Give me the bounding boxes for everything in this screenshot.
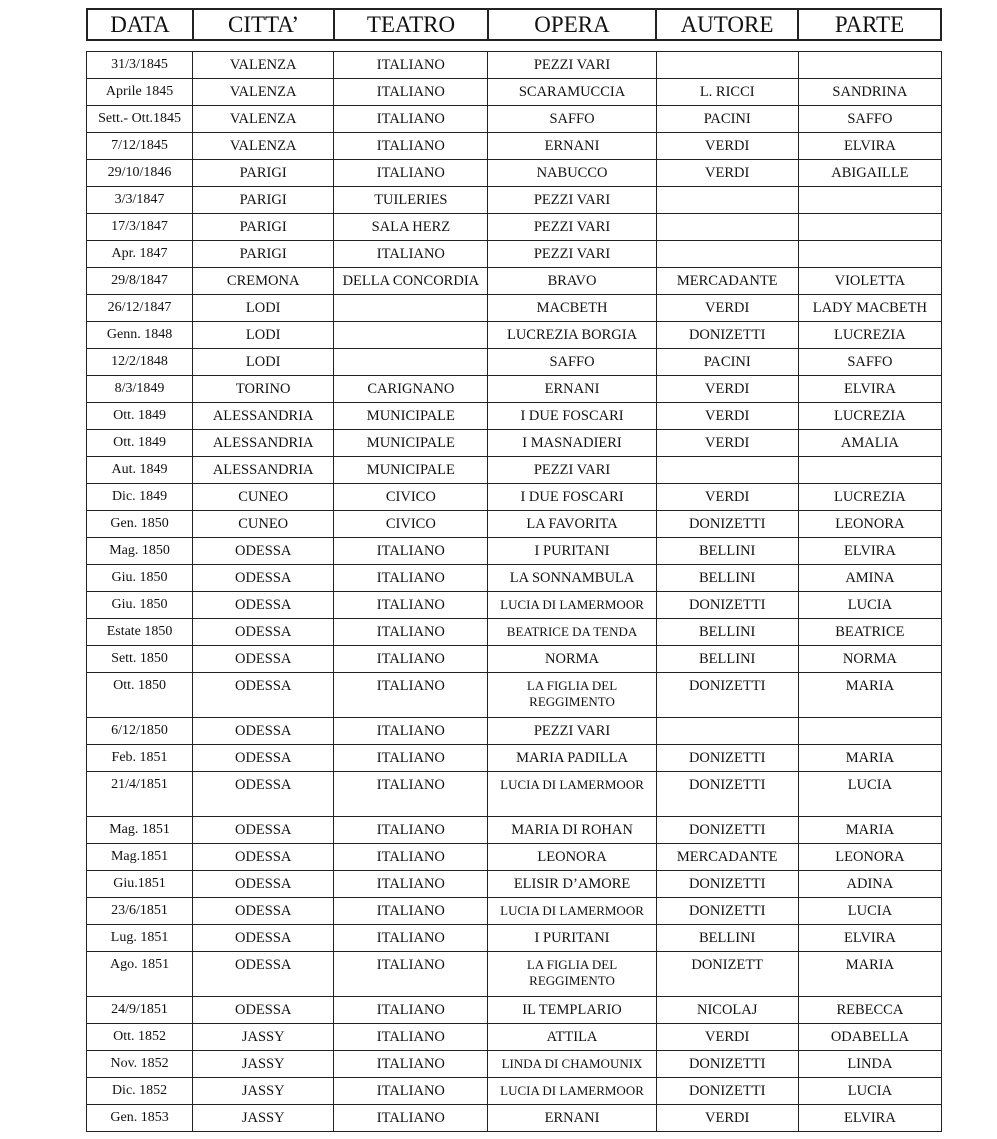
cell-date: Dic. 1849 (87, 484, 193, 511)
cell-theatre: ITALIANO (334, 745, 488, 772)
cell-opera: LA FAVORITA (488, 511, 656, 538)
cell-author: MERCADANTE (656, 844, 798, 871)
cell-city: ODESSA (193, 673, 334, 718)
table-row (87, 538, 942, 565)
cell-city: ODESSA (193, 844, 334, 871)
cell-author: NICOLAJ (656, 997, 798, 1024)
cell-theatre: ITALIANO (334, 925, 488, 952)
cell-theatre: MUNICIPALE (334, 457, 488, 484)
cell-author: MERCADANTE (656, 268, 798, 295)
cell-city: ODESSA (193, 592, 334, 619)
cell-author (656, 718, 798, 745)
cell-city: ALESSANDRIA (193, 403, 334, 430)
table-row (87, 1078, 942, 1105)
cell-date: Ott. 1852 (87, 1024, 193, 1051)
cell-part (798, 718, 941, 745)
cell-opera: LA FIGLIA DEL REGGIMENTO (488, 673, 656, 718)
table-row (87, 673, 942, 718)
cell-author: VERDI (656, 295, 798, 322)
cell-theatre: ITALIANO (334, 844, 488, 871)
cell-part: ELVIRA (798, 538, 941, 565)
table-row (87, 871, 942, 898)
cell-author: VERDI (656, 484, 798, 511)
cell-opera: SCARAMUCCIA (488, 79, 656, 106)
cell-theatre: CARIGNANO (334, 376, 488, 403)
cell-theatre: ITALIANO (334, 1024, 488, 1051)
cell-author: DONIZETTI (656, 898, 798, 925)
cell-date: 17/3/1847 (87, 214, 193, 241)
cell-date: Mag.1851 (87, 844, 193, 871)
performance-table-body (86, 51, 942, 1132)
cell-part: MARIA (798, 817, 941, 844)
cell-city: JASSY (193, 1105, 334, 1132)
cell-opera: LEONORA (488, 844, 656, 871)
cell-opera: MARIA DI ROHAN (488, 817, 656, 844)
cell-date: Gen. 1850 (87, 511, 193, 538)
cell-author: VERDI (656, 430, 798, 457)
table-row (87, 349, 942, 376)
table-row (87, 565, 942, 592)
cell-part: VIOLETTA (798, 268, 941, 295)
cell-opera: I PURITANI (488, 925, 656, 952)
cell-date: 31/3/1845 (87, 52, 193, 79)
cell-part (798, 457, 941, 484)
cell-city: PARIGI (193, 241, 334, 268)
table-row (87, 79, 942, 106)
cell-theatre: ITALIANO (334, 952, 488, 997)
cell-author: BELLINI (656, 619, 798, 646)
cell-author (656, 187, 798, 214)
cell-part: SAFFO (798, 106, 941, 133)
cell-date: Feb. 1851 (87, 745, 193, 772)
cell-author: DONIZETTI (656, 511, 798, 538)
cell-city: ODESSA (193, 646, 334, 673)
table-row (87, 241, 942, 268)
cell-city: TORINO (193, 376, 334, 403)
cell-theatre: ITALIANO (334, 619, 488, 646)
cell-city: JASSY (193, 1024, 334, 1051)
cell-date: Mag. 1851 (87, 817, 193, 844)
cell-theatre: ITALIANO (334, 592, 488, 619)
cell-author: DONIZETTI (656, 1078, 798, 1105)
cell-opera: MARIA PADILLA (488, 745, 656, 772)
cell-city: ODESSA (193, 952, 334, 997)
cell-author (656, 214, 798, 241)
cell-theatre: ITALIANO (334, 160, 488, 187)
table-row (87, 1105, 942, 1132)
cell-theatre (334, 349, 488, 376)
table-row (87, 772, 942, 817)
cell-part: AMINA (798, 565, 941, 592)
cell-part (798, 214, 941, 241)
cell-city: ALESSANDRIA (193, 457, 334, 484)
cell-city: LODI (193, 322, 334, 349)
cell-city: ODESSA (193, 997, 334, 1024)
cell-theatre: MUNICIPALE (334, 403, 488, 430)
cell-city: ODESSA (193, 871, 334, 898)
table-row (87, 295, 942, 322)
table-row (87, 187, 942, 214)
cell-date: Ott. 1849 (87, 403, 193, 430)
cell-date: Ago. 1851 (87, 952, 193, 997)
cell-city: ODESSA (193, 925, 334, 952)
table-row (87, 619, 942, 646)
cell-part (798, 187, 941, 214)
cell-date: 29/8/1847 (87, 268, 193, 295)
table-row (87, 430, 942, 457)
performance-table (86, 8, 942, 41)
cell-opera: PEZZI VARI (488, 52, 656, 79)
cell-author: DONIZETTI (656, 871, 798, 898)
cell-part: LUCREZIA (798, 403, 941, 430)
cell-opera: PEZZI VARI (488, 241, 656, 268)
cell-author: VERDI (656, 376, 798, 403)
cell-author: VERDI (656, 403, 798, 430)
cell-part: LUCIA (798, 772, 941, 817)
cell-opera: IL TEMPLARIO (488, 997, 656, 1024)
cell-author: L. RICCI (656, 79, 798, 106)
cell-city: LODI (193, 295, 334, 322)
cell-opera: LUCIA DI LAMERMOOR (488, 592, 656, 619)
cell-part: MARIA (798, 673, 941, 718)
cell-part: LEONORA (798, 511, 941, 538)
cell-author: VERDI (656, 1105, 798, 1132)
cell-author: DONIZETT (656, 952, 798, 997)
cell-city: JASSY (193, 1078, 334, 1105)
cell-city: CUNEO (193, 511, 334, 538)
cell-author (656, 457, 798, 484)
cell-part: REBECCA (798, 997, 941, 1024)
table-row (87, 952, 942, 997)
cell-city: ODESSA (193, 538, 334, 565)
header-date: DATA (87, 9, 193, 40)
cell-part: LEONORA (798, 844, 941, 871)
cell-opera: LUCIA DI LAMERMOOR (488, 898, 656, 925)
table-row (87, 718, 942, 745)
cell-date: 8/3/1849 (87, 376, 193, 403)
cell-part: LADY MACBETH (798, 295, 941, 322)
cell-part: ELVIRA (798, 376, 941, 403)
cell-opera: I PURITANI (488, 538, 656, 565)
table-row (87, 925, 942, 952)
table-row (87, 376, 942, 403)
cell-date: 12/2/1848 (87, 349, 193, 376)
table-row (87, 1051, 942, 1078)
table-row (87, 844, 942, 871)
cell-part: LUCIA (798, 592, 941, 619)
cell-part: ELVIRA (798, 1105, 941, 1132)
cell-date: Giu. 1850 (87, 565, 193, 592)
cell-theatre: CIVICO (334, 484, 488, 511)
cell-opera: NORMA (488, 646, 656, 673)
table-row (87, 817, 942, 844)
cell-opera: MACBETH (488, 295, 656, 322)
cell-author: BELLINI (656, 646, 798, 673)
cell-part: SANDRINA (798, 79, 941, 106)
cell-opera: LUCIA DI LAMERMOOR (488, 772, 656, 817)
cell-part: LINDA (798, 1051, 941, 1078)
cell-date: 29/10/1846 (87, 160, 193, 187)
cell-opera: LA SONNAMBULA (488, 565, 656, 592)
cell-theatre: ITALIANO (334, 718, 488, 745)
cell-part: BEATRICE (798, 619, 941, 646)
header-row (87, 9, 941, 40)
cell-author: PACINI (656, 106, 798, 133)
cell-opera: NABUCCO (488, 160, 656, 187)
cell-theatre: ITALIANO (334, 1078, 488, 1105)
header-gap (86, 41, 942, 51)
cell-opera: LUCIA DI LAMERMOOR (488, 1078, 656, 1105)
cell-date: Gen. 1853 (87, 1105, 193, 1132)
cell-city: PARIGI (193, 160, 334, 187)
cell-author: DONIZETTI (656, 772, 798, 817)
cell-part: ELVIRA (798, 133, 941, 160)
cell-theatre: ITALIANO (334, 133, 488, 160)
cell-opera: LINDA DI CHAMOUNIX (488, 1051, 656, 1078)
cell-city: VALENZA (193, 79, 334, 106)
cell-theatre: TUILERIES (334, 187, 488, 214)
cell-theatre: ITALIANO (334, 646, 488, 673)
cell-theatre: CIVICO (334, 511, 488, 538)
cell-author: VERDI (656, 160, 798, 187)
cell-date: Genn. 1848 (87, 322, 193, 349)
cell-city: ODESSA (193, 772, 334, 817)
table-row (87, 511, 942, 538)
cell-opera: LA FIGLIA DEL REGGIMENTO (488, 952, 656, 997)
cell-opera: LUCREZIA BORGIA (488, 322, 656, 349)
cell-theatre: ITALIANO (334, 1105, 488, 1132)
cell-author: BELLINI (656, 565, 798, 592)
cell-opera: PEZZI VARI (488, 187, 656, 214)
cell-city: ALESSANDRIA (193, 430, 334, 457)
cell-opera: I DUE FOSCARI (488, 484, 656, 511)
cell-part: AMALIA (798, 430, 941, 457)
table-row (87, 592, 942, 619)
cell-opera: I DUE FOSCARI (488, 403, 656, 430)
cell-part: ADINA (798, 871, 941, 898)
cell-theatre: SALA HERZ (334, 214, 488, 241)
cell-city: ODESSA (193, 817, 334, 844)
cell-city: ODESSA (193, 898, 334, 925)
cell-city: ODESSA (193, 565, 334, 592)
cell-date: Sett.- Ott.1845 (87, 106, 193, 133)
cell-part: MARIA (798, 745, 941, 772)
cell-opera: PEZZI VARI (488, 214, 656, 241)
table-row (87, 160, 942, 187)
cell-theatre: ITALIANO (334, 106, 488, 133)
cell-opera: ERNANI (488, 1105, 656, 1132)
cell-theatre: ITALIANO (334, 898, 488, 925)
cell-date: Sett. 1850 (87, 646, 193, 673)
cell-author: DONIZETTI (656, 322, 798, 349)
cell-theatre: ITALIANO (334, 52, 488, 79)
table-row (87, 403, 942, 430)
cell-part (798, 241, 941, 268)
cell-city: JASSY (193, 1051, 334, 1078)
cell-author: BELLINI (656, 925, 798, 952)
cell-part: LUCIA (798, 1078, 941, 1105)
cell-author: BELLINI (656, 538, 798, 565)
cell-date: Aut. 1849 (87, 457, 193, 484)
cell-theatre (334, 295, 488, 322)
cell-theatre: ITALIANO (334, 871, 488, 898)
cell-author (656, 241, 798, 268)
cell-theatre: ITALIANO (334, 673, 488, 718)
cell-city: CUNEO (193, 484, 334, 511)
cell-theatre: ITALIANO (334, 79, 488, 106)
cell-opera: SAFFO (488, 106, 656, 133)
table-row (87, 106, 942, 133)
cell-city: ODESSA (193, 745, 334, 772)
cell-opera: PEZZI VARI (488, 457, 656, 484)
performance-table-sheet (86, 8, 942, 1132)
cell-part: ODABELLA (798, 1024, 941, 1051)
cell-city: ODESSA (193, 619, 334, 646)
cell-city: VALENZA (193, 133, 334, 160)
cell-date: Aprile 1845 (87, 79, 193, 106)
cell-date: 26/12/1847 (87, 295, 193, 322)
cell-date: 6/12/1850 (87, 718, 193, 745)
cell-theatre: ITALIANO (334, 565, 488, 592)
cell-city: ODESSA (193, 718, 334, 745)
cell-theatre: ITALIANO (334, 817, 488, 844)
cell-opera: ERNANI (488, 376, 656, 403)
cell-part: LUCIA (798, 898, 941, 925)
table-row (87, 745, 942, 772)
cell-theatre (334, 322, 488, 349)
cell-author: VERDI (656, 133, 798, 160)
table-row (87, 268, 942, 295)
cell-city: VALENZA (193, 106, 334, 133)
cell-theatre: DELLA CONCORDIA (334, 268, 488, 295)
cell-opera: BRAVO (488, 268, 656, 295)
header-city: CITTA’ (193, 9, 334, 40)
cell-date: 21/4/1851 (87, 772, 193, 817)
cell-date: Giu. 1850 (87, 592, 193, 619)
cell-theatre: ITALIANO (334, 772, 488, 817)
cell-opera: BEATRICE DA TENDA (488, 619, 656, 646)
cell-part: ELVIRA (798, 925, 941, 952)
cell-opera: I MASNADIERI (488, 430, 656, 457)
cell-date: 3/3/1847 (87, 187, 193, 214)
cell-opera: ERNANI (488, 133, 656, 160)
table-row (87, 52, 942, 79)
cell-theatre: ITALIANO (334, 997, 488, 1024)
cell-theatre: ITALIANO (334, 538, 488, 565)
cell-author: DONIZETTI (656, 673, 798, 718)
cell-theatre: ITALIANO (334, 1051, 488, 1078)
cell-date: Mag. 1850 (87, 538, 193, 565)
cell-date: 24/9/1851 (87, 997, 193, 1024)
cell-city: CREMONA (193, 268, 334, 295)
table-row (87, 1024, 942, 1051)
cell-date: Lug. 1851 (87, 925, 193, 952)
cell-date: 23/6/1851 (87, 898, 193, 925)
cell-part (798, 52, 941, 79)
table-row (87, 214, 942, 241)
cell-theatre: MUNICIPALE (334, 430, 488, 457)
table-row (87, 133, 942, 160)
cell-part: ABIGAILLE (798, 160, 941, 187)
cell-theatre: ITALIANO (334, 241, 488, 268)
cell-author: DONIZETTI (656, 817, 798, 844)
cell-part: SAFFO (798, 349, 941, 376)
cell-date: Ott. 1849 (87, 430, 193, 457)
cell-opera: ATTILA (488, 1024, 656, 1051)
header-author: AUTORE (656, 9, 798, 40)
cell-date: Nov. 1852 (87, 1051, 193, 1078)
cell-opera: PEZZI VARI (488, 718, 656, 745)
cell-author: DONIZETTI (656, 745, 798, 772)
cell-opera: ELISIR D’AMORE (488, 871, 656, 898)
cell-author: VERDI (656, 1024, 798, 1051)
header-opera: OPERA (488, 9, 656, 40)
cell-date: Dic. 1852 (87, 1078, 193, 1105)
cell-author (656, 52, 798, 79)
cell-city: PARIGI (193, 187, 334, 214)
cell-author: DONIZETTI (656, 1051, 798, 1078)
cell-date: 7/12/1845 (87, 133, 193, 160)
cell-date: Ott. 1850 (87, 673, 193, 718)
table-row (87, 898, 942, 925)
cell-city: LODI (193, 349, 334, 376)
table-row (87, 457, 942, 484)
cell-part: MARIA (798, 952, 941, 997)
cell-opera: SAFFO (488, 349, 656, 376)
cell-date: Apr. 1847 (87, 241, 193, 268)
header-theatre: TEATRO (334, 9, 488, 40)
cell-date: Giu.1851 (87, 871, 193, 898)
cell-part: NORMA (798, 646, 941, 673)
header-part: PARTE (798, 9, 941, 40)
table-row (87, 997, 942, 1024)
cell-city: PARIGI (193, 214, 334, 241)
cell-part: LUCREZIA (798, 484, 941, 511)
cell-author: DONIZETTI (656, 592, 798, 619)
cell-author: PACINI (656, 349, 798, 376)
cell-part: LUCREZIA (798, 322, 941, 349)
table-row (87, 646, 942, 673)
table-row (87, 484, 942, 511)
cell-date: Estate 1850 (87, 619, 193, 646)
cell-city: VALENZA (193, 52, 334, 79)
table-row (87, 322, 942, 349)
